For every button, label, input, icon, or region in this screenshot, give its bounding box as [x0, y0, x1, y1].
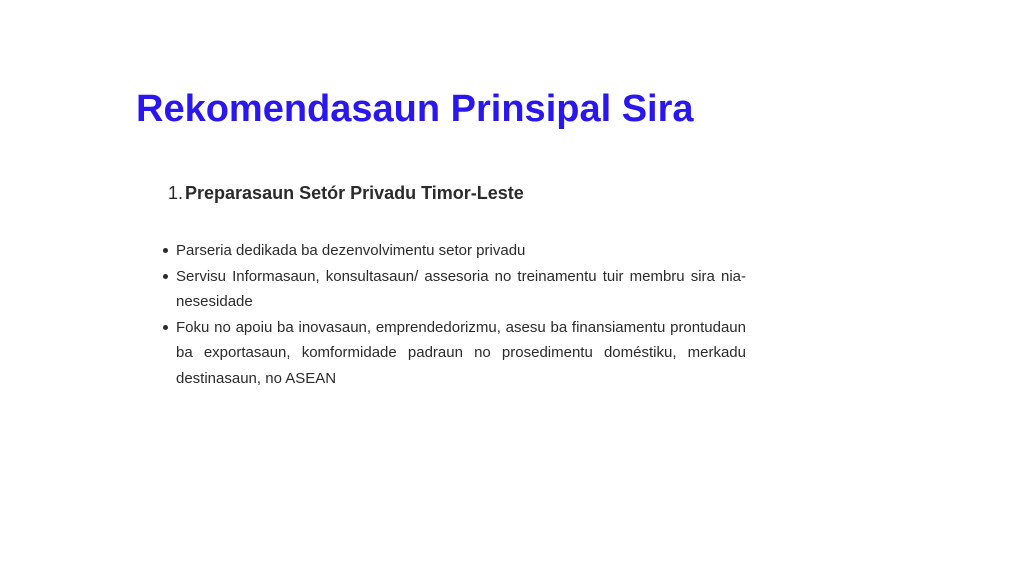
section-number: 1.: [168, 183, 184, 203]
bullet-list: [176, 238, 746, 391]
bullet-item-focus: Foku no apoiu ba inovasaun, emprendedorizmu, asesu ba finansiamentu prontudaun ba exportasaun, komformidade padraun no prosedimentu doméstiku, merkadu destinasaun, no ASEAN: [176, 315, 746, 392]
section-heading: [168, 180, 748, 206]
bullet-item-partnership: Parseria dedikada ba dezenvolvimentu setor privadu: [176, 238, 746, 264]
section-title: Preparasaun Setór Privadu Timor-Leste: [185, 183, 524, 203]
bullet-item-services: Servisu Informasaun, konsultasaun/ assesoria no treinamentu tuir membru sira nia-nesesidade: [176, 264, 746, 315]
page-title: Rekomendasaun Prinsipal Sira: [136, 88, 694, 130]
